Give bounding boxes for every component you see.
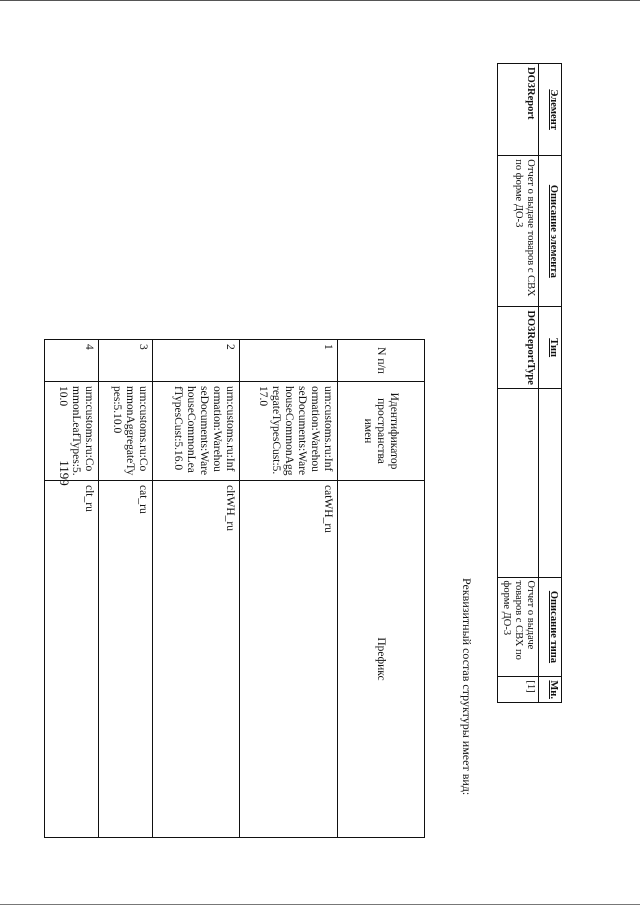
table-row [498, 64, 539, 703]
table-row [45, 340, 99, 838]
requisite-table-container [497, 63, 562, 703]
header-element-desc: Описание элемента [539, 156, 562, 307]
namespace-table-header [338, 340, 425, 838]
table-row [240, 340, 338, 838]
row-num: 2 [153, 340, 240, 382]
requisite-table [497, 63, 562, 703]
row-mn: [1] [498, 677, 539, 703]
row-num: 3 [99, 340, 153, 382]
namespace-table-container [44, 339, 425, 838]
row-identifier: urn:customs.ru:Information:WarehouseDocuments:WarehouseCommonLeafTypesCust:5.16.0 [153, 382, 240, 481]
table-row [99, 340, 153, 838]
row-identifier: urn:customs.ru:Information:WarehouseDocuments:WarehouseCommonAggregateTypesCust:5.17.0 [240, 382, 338, 481]
row-num: 1 [240, 340, 338, 382]
row-identifier: urn:customs.ru:CommonAggregateTypes:5.10.0 [99, 382, 153, 481]
structure-caption: Реквизитный состав структуры имеет вид: [460, 578, 474, 796]
header-type-desc: Описание типа [539, 577, 562, 677]
row-num: 4 [45, 340, 99, 382]
header-num: N п/п [338, 340, 425, 382]
header-type: Тип [539, 307, 562, 388]
header-mn: Мн. [539, 677, 562, 703]
row-identifier: urn:customs.ru:CommonLeafTypes:5.10.0 [45, 382, 99, 481]
row-type: DO3ReportType [498, 307, 539, 388]
row-prefix: clt_ru [45, 481, 99, 838]
header-element: Элемент [539, 64, 562, 156]
namespace-table [44, 339, 425, 838]
row-element: DO3Report [498, 64, 539, 156]
header-empty [539, 388, 562, 577]
table-row [153, 340, 240, 838]
page-number: 1199 [57, 460, 72, 486]
row-prefix: catWH_ru [240, 481, 338, 838]
row-empty [498, 388, 539, 577]
row-type-desc: Отчет о выдаче товаров с СВХ по форме ДО-3 [498, 577, 539, 677]
row-element-desc: Отчет о выдаче товаров с СВХ по форме ДО-3 [498, 156, 539, 307]
requisite-table-header [539, 64, 562, 703]
row-prefix: cltWH_ru [153, 481, 240, 838]
header-prefix: Префикс [338, 481, 425, 838]
scan-top-edge [0, 0, 640, 1]
row-prefix: cat_ru [99, 481, 153, 838]
header-identifier: Идентификатор пространства имен [338, 382, 425, 481]
